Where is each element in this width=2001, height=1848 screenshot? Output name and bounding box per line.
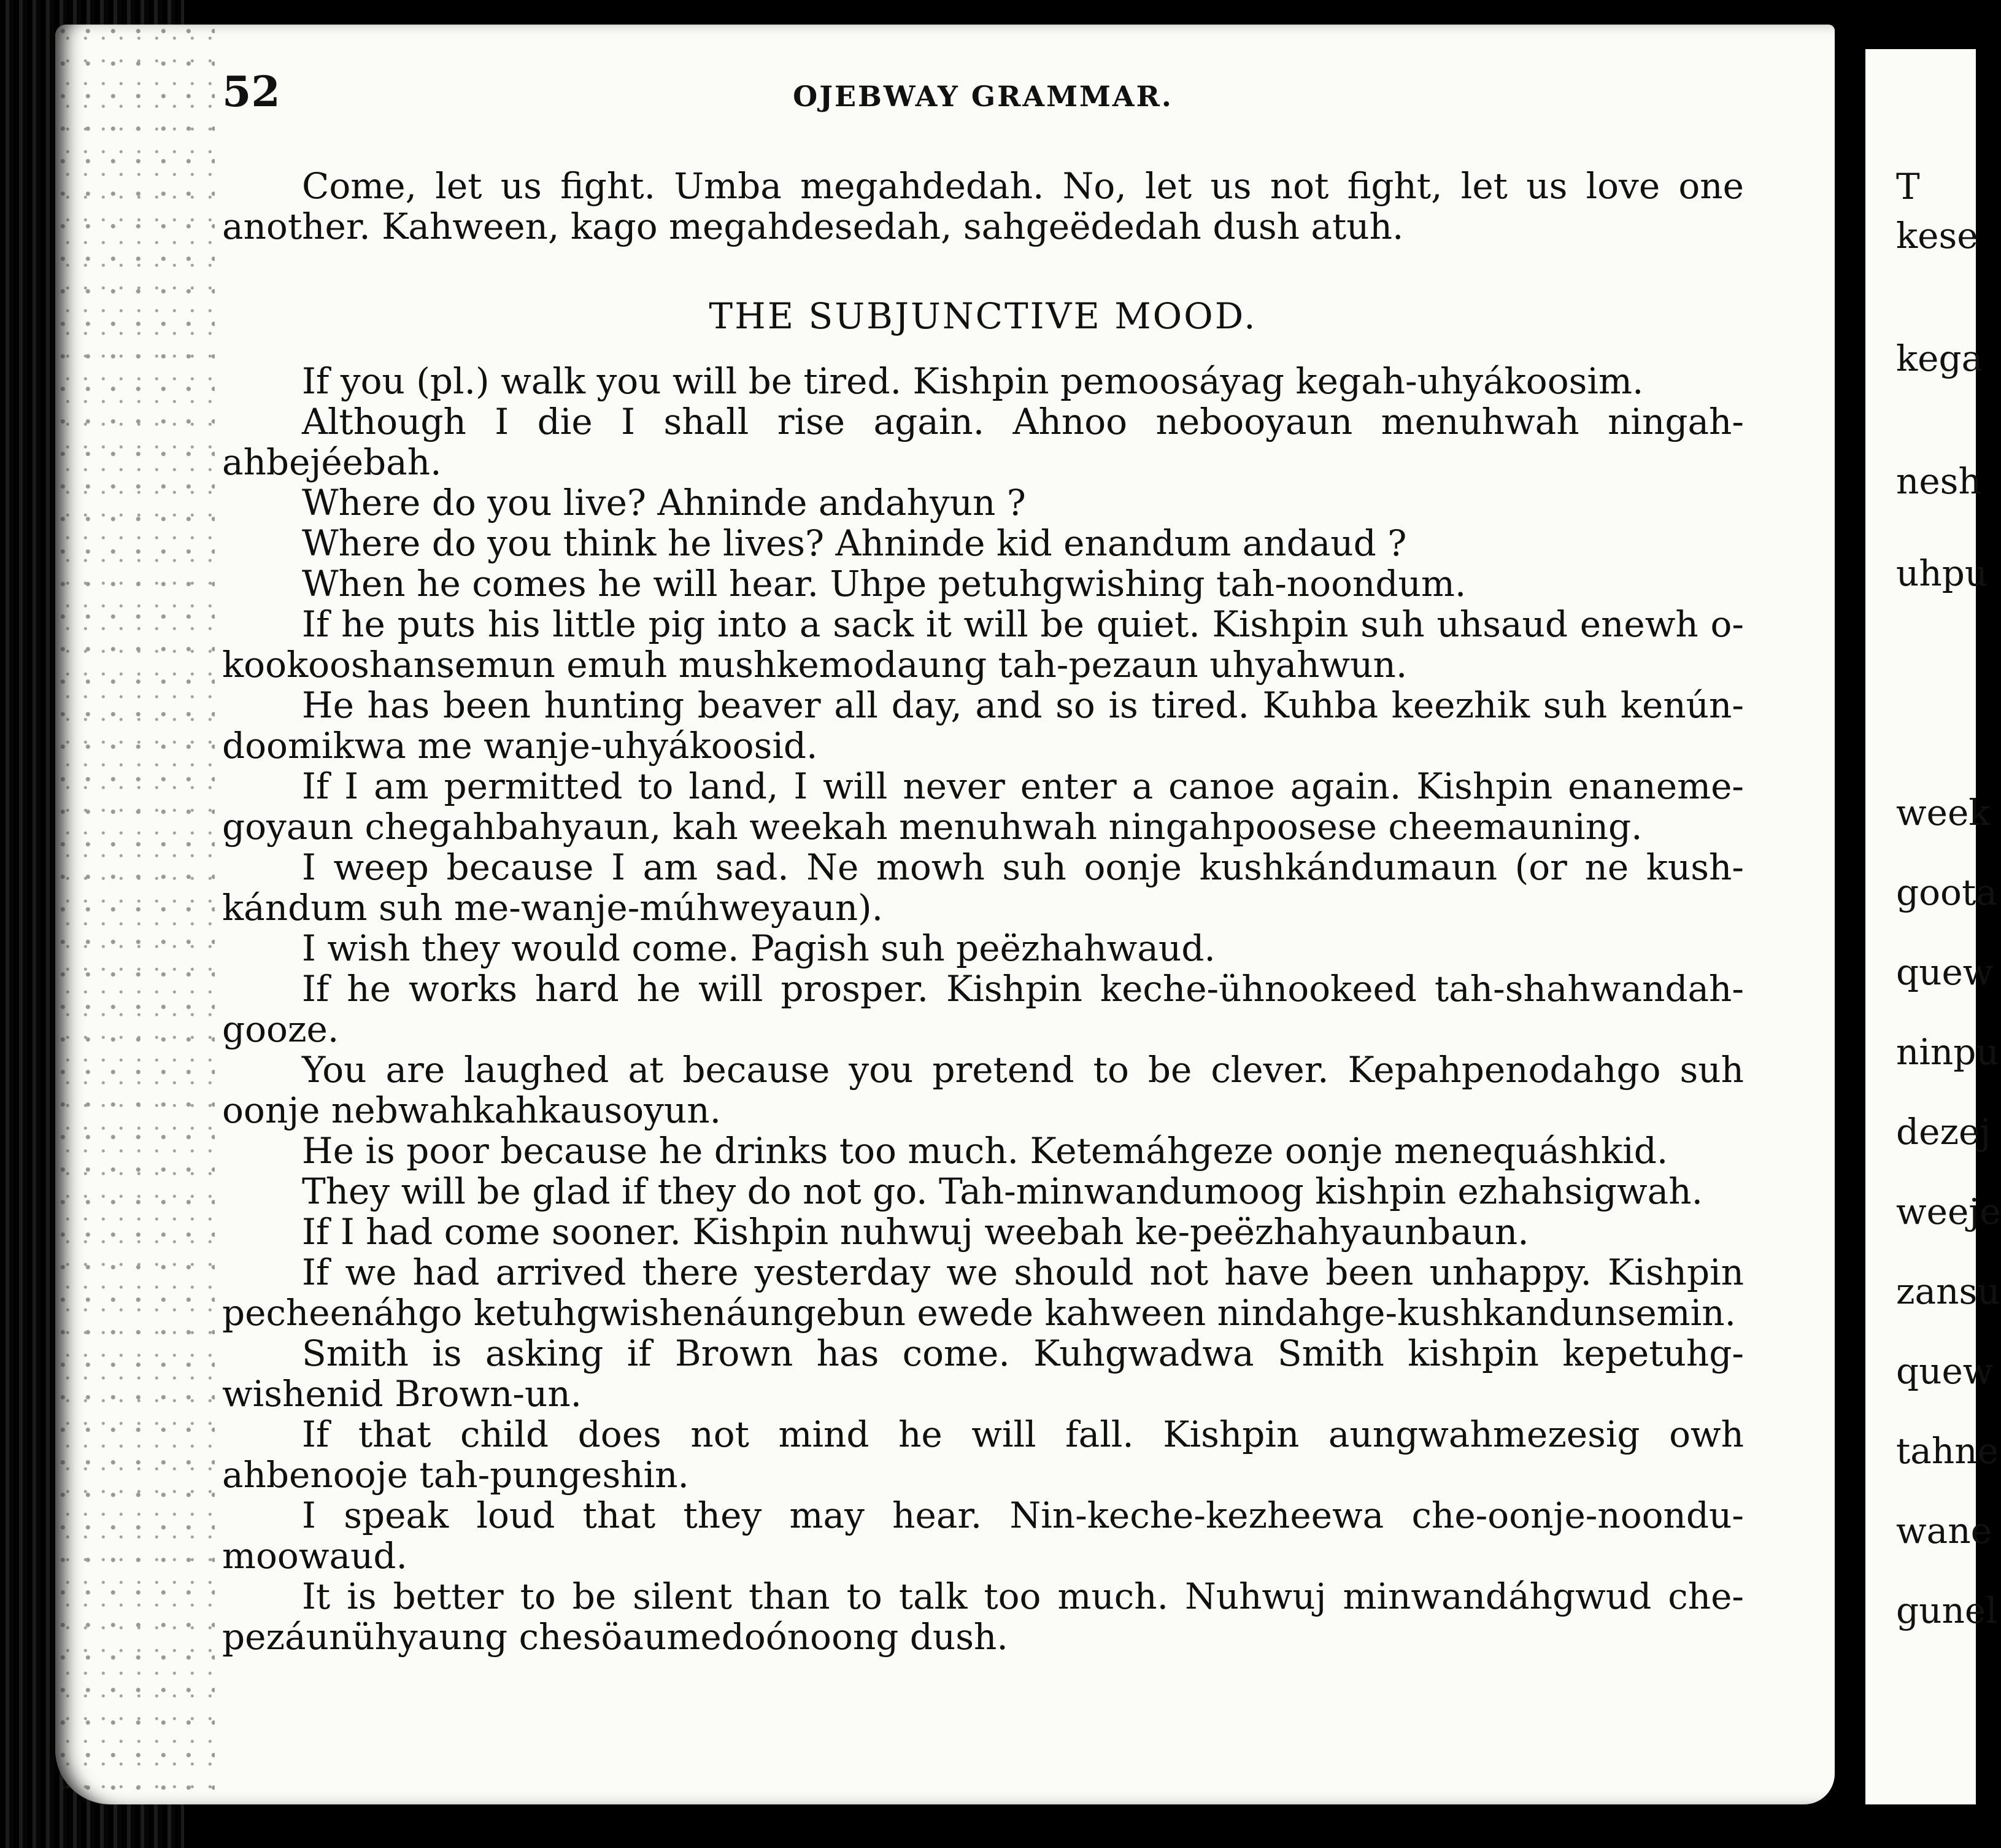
next-page-fragment: nesh xyxy=(1896,460,1981,502)
page-body xyxy=(222,166,1744,1657)
next-page-fragment: zansu xyxy=(1896,1270,2000,1312)
example-paragraph: If we had arrived there yesterday we should not have been unhappy. Kishpin pecheenáhgo ketuhgwishenáungebun ewede kahween nindahge-kushkandunsemin. xyxy=(222,1251,1744,1334)
example-paragraph: I wish they would come. Pagish suh peëzhahwaud. xyxy=(302,927,1216,969)
example-paragraph: It is better to be silent than to talk too much. Nuhwuj minwandáhgwud che-pezáunühyaung chesöaumedoónoong dush. xyxy=(222,1575,1744,1658)
page-header xyxy=(222,68,1744,123)
next-page-fragment: wane xyxy=(1896,1510,1992,1552)
next-page-fragment: T xyxy=(1896,166,1920,207)
example-paragraph: I weep because I am sad. Ne mowh suh oonje kushkándumaun (or ne kush-kándum suh me-wanje-múhweyaun). xyxy=(222,846,1744,929)
example-paragraph: If he puts his little pig into a sack it will be quiet. Kishpin suh uhsaud enewh o-kookooshansemun emuh mushkemodaung tah-pezaun uhyahwun. xyxy=(222,603,1744,686)
next-page-fragment: gunel xyxy=(1896,1590,1997,1631)
page-number: 52 xyxy=(222,68,280,117)
example-paragraph: If you (pl.) walk you will be tired. Kishpin pemoosáyag kegah-uhyákoosim. xyxy=(302,360,1644,402)
example-paragraph: Although I die I shall rise again. Ahnoo nebooyaun menuhwah ningah-ahbejéebah. xyxy=(222,401,1744,483)
example-paragraph: You are laughed at because you pretend to be clever. Kepahpenodahgo suh oonje nebwahkahkausoyun. xyxy=(222,1049,1744,1131)
page-gap xyxy=(1838,18,1862,1829)
next-page-fragment: weeje xyxy=(1896,1191,2001,1232)
next-page-fragment: kese xyxy=(1896,215,1978,257)
running-title: OJEBWAY GRAMMAR. xyxy=(793,80,1173,113)
example-paragraph: When he comes he will hear. Uhpe petuhgwishing tah-noondum. xyxy=(302,563,1467,605)
next-page-fragment: goota xyxy=(1896,872,1997,913)
intro-paragraph: Come, let us fight. Umba megahdedah. No, let us not fight, let us love one another. Kahween, kago megahdesedah, sahgeëdedah dush atuh. xyxy=(222,165,1744,247)
next-page-fragment: quew xyxy=(1896,951,1994,993)
next-page-edge xyxy=(1865,49,2001,1804)
next-page-fragment: ninpu xyxy=(1896,1031,1999,1073)
example-paragraph: They will be glad if they do not go. Tah-minwandumoog kishpin ezhahsigwah. xyxy=(302,1170,1703,1212)
next-page-fragment: kega xyxy=(1896,338,1983,379)
next-page-fragment: uhpu xyxy=(1896,552,1988,594)
page-noise xyxy=(55,25,215,1804)
section-heading: THE SUBJUNCTIVE MOOD. xyxy=(709,295,1257,337)
next-page-fragment: week xyxy=(1896,792,1991,833)
example-paragraph: Where do you think he lives? Ahninde kid enandum andaud ? xyxy=(302,522,1407,564)
example-paragraph: He has been hunting beaver all day, and so is tired. Kuhba keezhik suh kenún-doomikwa me wanje-uhyákoosid. xyxy=(222,684,1744,767)
example-paragraph: I speak loud that they may hear. Nin-keche-kezheewa che-oonje-noondu-moowaud. xyxy=(222,1494,1744,1577)
next-page-fragment: quew xyxy=(1896,1350,1994,1392)
example-paragraph: If that child does not mind he will fall. Kishpin aungwahmezesig owh ahbenooje tah-pungeshin. xyxy=(222,1413,1744,1496)
next-page-fragment: tahne xyxy=(1896,1430,1999,1472)
example-paragraph: If I had come sooner. Kishpin nuhwuj weebah ke-peëzhahyaunbaun. xyxy=(302,1211,1529,1253)
example-paragraph: Where do you live? Ahninde andahyun ? xyxy=(302,482,1026,524)
example-paragraph: He is poor because he drinks too much. Ketemáhgeze oonje menequáshkid. xyxy=(302,1130,1668,1172)
example-paragraph: If I am permitted to land, I will never enter a canoe again. Kishpin enaneme-goyaun chegahbahyaun, kah weekah menuhwah ningahpoosese cheemauning. xyxy=(222,765,1744,848)
example-paragraph: If he works hard he will prosper. Kishpin keche-ühnookeed tah-shahwandah-gooze. xyxy=(222,968,1744,1050)
example-paragraph: Smith is asking if Brown has come. Kuhgwadwa Smith kishpin kepetuhg-wishenid Brown-un. xyxy=(222,1332,1744,1415)
next-page-fragment: dezej xyxy=(1896,1111,1991,1153)
